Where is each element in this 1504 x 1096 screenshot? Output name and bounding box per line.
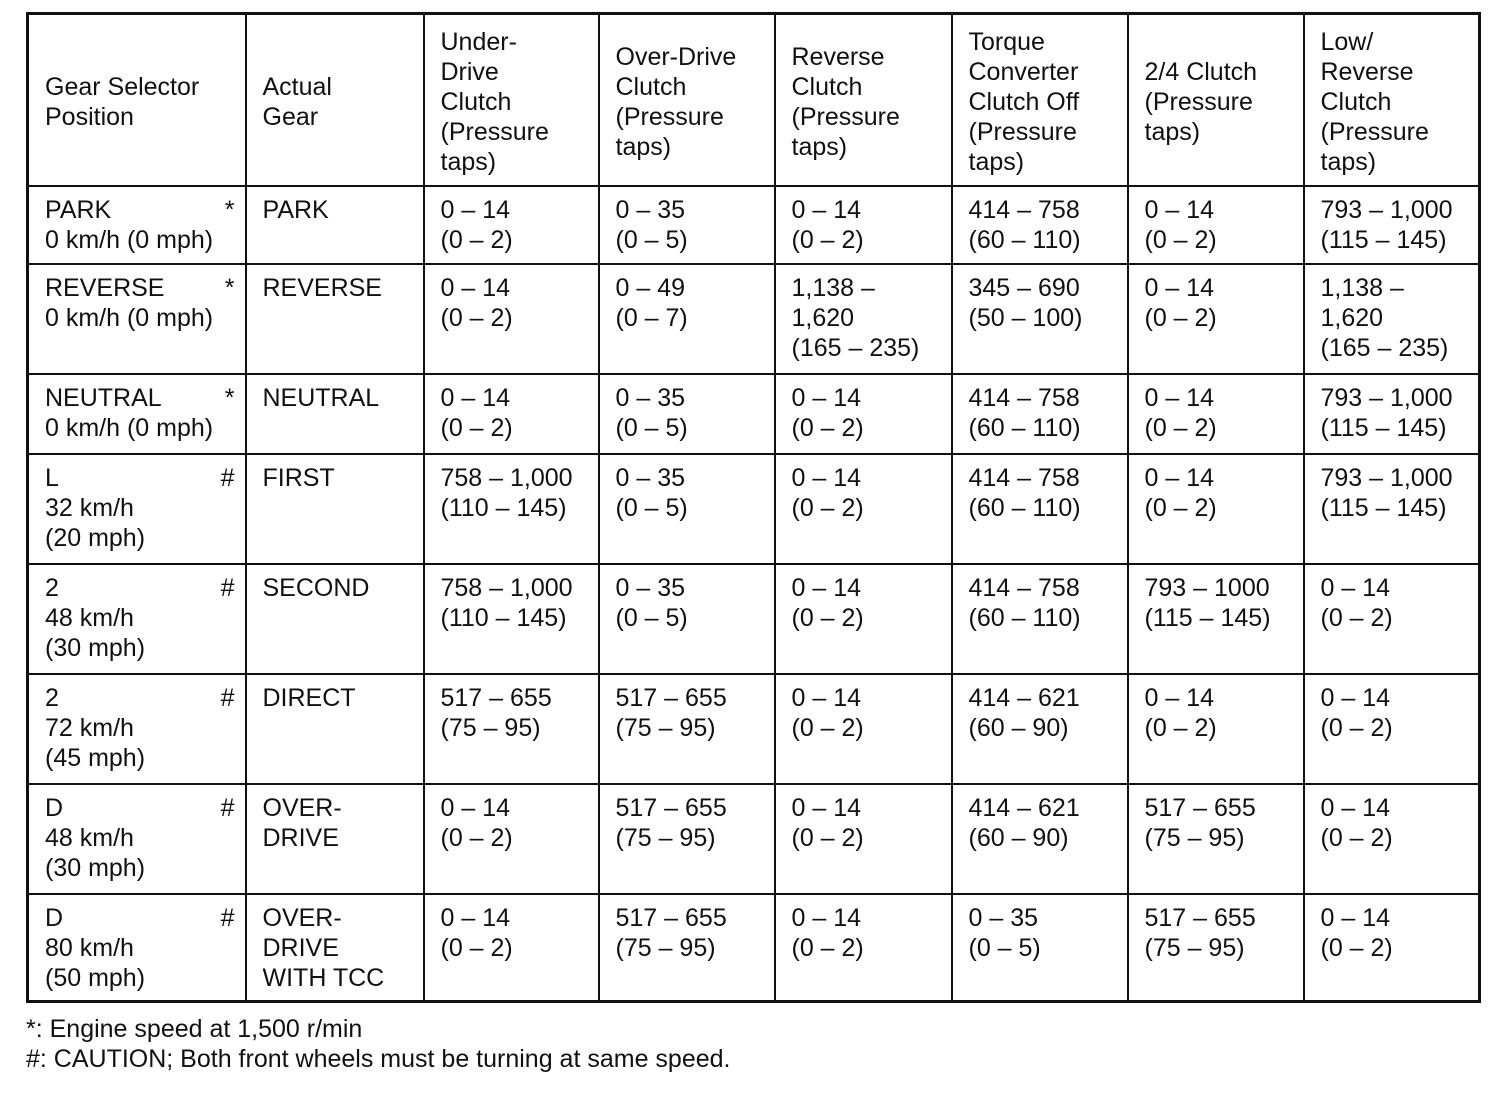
header-2-4-clutch: 2/4 Clutch (Pressure taps)	[1128, 14, 1304, 186]
gear-selector-cell	[28, 784, 246, 894]
overdrive-pressure-cell: 517 – 655 (75 – 95)	[599, 894, 775, 1002]
actual-gear-cell: OVER- DRIVE	[246, 784, 424, 894]
actual-gear-cell: NEUTRAL	[246, 374, 424, 454]
low-reverse-pressure-cell: 0 – 14 (0 – 2)	[1304, 894, 1480, 1002]
table-row	[28, 784, 1480, 894]
table-row	[28, 374, 1480, 454]
footnote-mark: #	[220, 683, 235, 712]
header-row	[28, 14, 1480, 186]
overdrive-pressure-cell: 0 – 35 (0 – 5)	[599, 374, 775, 454]
footnote-asterisk: *: Engine speed at 1,500 r/min	[26, 1015, 363, 1043]
header-gear-selector-position: Gear Selector Position	[28, 14, 246, 186]
reverse-pressure-cell: 0 – 14 (0 – 2)	[775, 374, 952, 454]
reverse-pressure-cell: 0 – 14 (0 – 2)	[775, 674, 952, 784]
actual-gear-cell: SECOND	[246, 564, 424, 674]
underdrive-pressure-cell: 0 – 14 (0 – 2)	[424, 264, 599, 374]
reverse-pressure-cell: 0 – 14 (0 – 2)	[775, 564, 952, 674]
overdrive-pressure-cell: 0 – 35 (0 – 5)	[599, 454, 775, 564]
actual-gear-cell: DIRECT	[246, 674, 424, 784]
two-four-pressure-cell: 793 – 1000 (115 – 145)	[1128, 564, 1304, 674]
vehicle-speed: 0 km/h (0 mph)	[45, 303, 214, 332]
footnotes	[26, 1014, 731, 1074]
table-row	[28, 674, 1480, 784]
overdrive-pressure-cell: 517 – 655 (75 – 95)	[599, 784, 775, 894]
tcc-off-pressure-cell: 414 – 621 (60 – 90)	[952, 784, 1128, 894]
selector-position: REVERSE	[45, 273, 165, 302]
vehicle-speed: 48 km/h (30 mph)	[45, 603, 146, 662]
two-four-pressure-cell: 0 – 14 (0 – 2)	[1128, 674, 1304, 784]
header-torque-converter-clutch-off: Torque Converter Clutch Off (Pressure taps)	[952, 14, 1128, 186]
selector-position: 2	[45, 573, 59, 602]
overdrive-pressure-cell: 0 – 35 (0 – 5)	[599, 186, 775, 264]
two-four-pressure-cell: 0 – 14 (0 – 2)	[1128, 374, 1304, 454]
selector-position: PARK	[45, 195, 112, 224]
footnote-hash: #: CAUTION; Both front wheels must be turning at same speed.	[26, 1045, 731, 1073]
low-reverse-pressure-cell: 793 – 1,000 (115 – 145)	[1304, 186, 1480, 264]
tcc-off-pressure-cell: 414 – 758 (60 – 110)	[952, 454, 1128, 564]
vehicle-speed: 72 km/h (45 mph)	[45, 713, 146, 772]
footnote-mark: #	[220, 463, 235, 492]
tcc-off-pressure-cell: 414 – 758 (60 – 110)	[952, 186, 1128, 264]
table-row	[28, 894, 1480, 1002]
table-row	[28, 186, 1480, 264]
vehicle-speed: 0 km/h (0 mph)	[45, 413, 214, 442]
table-row	[28, 454, 1480, 564]
actual-gear-cell: PARK	[246, 186, 424, 264]
underdrive-pressure-cell: 517 – 655 (75 – 95)	[424, 674, 599, 784]
two-four-pressure-cell: 517 – 655 (75 – 95)	[1128, 784, 1304, 894]
underdrive-pressure-cell: 758 – 1,000 (110 – 145)	[424, 564, 599, 674]
overdrive-pressure-cell: 517 – 655 (75 – 95)	[599, 674, 775, 784]
underdrive-pressure-cell: 0 – 14 (0 – 2)	[424, 374, 599, 454]
low-reverse-pressure-cell: 793 – 1,000 (115 – 145)	[1304, 454, 1480, 564]
footnote-mark: #	[220, 903, 235, 932]
actual-gear-cell: OVER- DRIVE WITH TCC	[246, 894, 424, 1002]
pressure-test-sheet	[26, 12, 1478, 1003]
low-reverse-pressure-cell: 0 – 14 (0 – 2)	[1304, 564, 1480, 674]
low-reverse-pressure-cell: 1,138 – 1,620 (165 – 235)	[1304, 264, 1480, 374]
selector-position: D	[45, 793, 64, 822]
table-row	[28, 264, 1480, 374]
tcc-off-pressure-cell: 0 – 35 (0 – 5)	[952, 894, 1128, 1002]
tcc-off-pressure-cell: 414 – 758 (60 – 110)	[952, 374, 1128, 454]
vehicle-speed: 32 km/h (20 mph)	[45, 493, 146, 552]
footnote-mark: *	[224, 273, 235, 302]
footnote-mark: #	[220, 793, 235, 822]
selector-position: NEUTRAL	[45, 383, 162, 412]
two-four-pressure-cell: 0 – 14 (0 – 2)	[1128, 264, 1304, 374]
reverse-pressure-cell: 0 – 14 (0 – 2)	[775, 186, 952, 264]
two-four-pressure-cell: 0 – 14 (0 – 2)	[1128, 454, 1304, 564]
selector-position: L	[45, 463, 59, 492]
tcc-off-pressure-cell: 414 – 758 (60 – 110)	[952, 564, 1128, 674]
vehicle-speed: 0 km/h (0 mph)	[45, 225, 214, 254]
actual-gear-cell: REVERSE	[246, 264, 424, 374]
tcc-off-pressure-cell: 345 – 690 (50 – 100)	[952, 264, 1128, 374]
overdrive-pressure-cell: 0 – 49 (0 – 7)	[599, 264, 775, 374]
reverse-pressure-cell: 1,138 – 1,620 (165 – 235)	[775, 264, 952, 374]
header-underdrive-clutch: Under- Drive Clutch (Pressure taps)	[424, 14, 599, 186]
low-reverse-pressure-cell: 0 – 14 (0 – 2)	[1304, 674, 1480, 784]
actual-gear-cell: FIRST	[246, 454, 424, 564]
header-overdrive-clutch: Over-Drive Clutch (Pressure taps)	[599, 14, 775, 186]
gear-selector-cell	[28, 264, 246, 374]
gear-selector-cell	[28, 454, 246, 564]
footnote-mark: *	[224, 383, 235, 412]
low-reverse-pressure-cell: 793 – 1,000 (115 – 145)	[1304, 374, 1480, 454]
table-row	[28, 564, 1480, 674]
header-reverse-clutch: Reverse Clutch (Pressure taps)	[775, 14, 952, 186]
reverse-pressure-cell: 0 – 14 (0 – 2)	[775, 894, 952, 1002]
gear-selector-cell	[28, 674, 246, 784]
reverse-pressure-cell: 0 – 14 (0 – 2)	[775, 454, 952, 564]
underdrive-pressure-cell: 0 – 14 (0 – 2)	[424, 186, 599, 264]
gear-selector-cell	[28, 186, 246, 264]
gear-selector-cell	[28, 564, 246, 674]
selector-position: D	[45, 903, 64, 932]
reverse-pressure-cell: 0 – 14 (0 – 2)	[775, 784, 952, 894]
footnote-mark: *	[224, 195, 235, 224]
vehicle-speed: 48 km/h (30 mph)	[45, 823, 146, 882]
gear-selector-cell	[28, 374, 246, 454]
underdrive-pressure-cell: 0 – 14 (0 – 2)	[424, 894, 599, 1002]
hydraulic-pressure-table	[26, 12, 1481, 1003]
overdrive-pressure-cell: 0 – 35 (0 – 5)	[599, 564, 775, 674]
underdrive-pressure-cell: 0 – 14 (0 – 2)	[424, 784, 599, 894]
two-four-pressure-cell: 517 – 655 (75 – 95)	[1128, 894, 1304, 1002]
header-low-reverse-clutch: Low/ Reverse Clutch (Pressure taps)	[1304, 14, 1480, 186]
gear-selector-cell	[28, 894, 246, 1002]
vehicle-speed: 80 km/h (50 mph)	[45, 933, 146, 992]
footnote-mark: #	[220, 573, 235, 602]
two-four-pressure-cell: 0 – 14 (0 – 2)	[1128, 186, 1304, 264]
header-actual-gear: Actual Gear	[246, 14, 424, 186]
tcc-off-pressure-cell: 414 – 621 (60 – 90)	[952, 674, 1128, 784]
low-reverse-pressure-cell: 0 – 14 (0 – 2)	[1304, 784, 1480, 894]
underdrive-pressure-cell: 758 – 1,000 (110 – 145)	[424, 454, 599, 564]
selector-position: 2	[45, 683, 59, 712]
